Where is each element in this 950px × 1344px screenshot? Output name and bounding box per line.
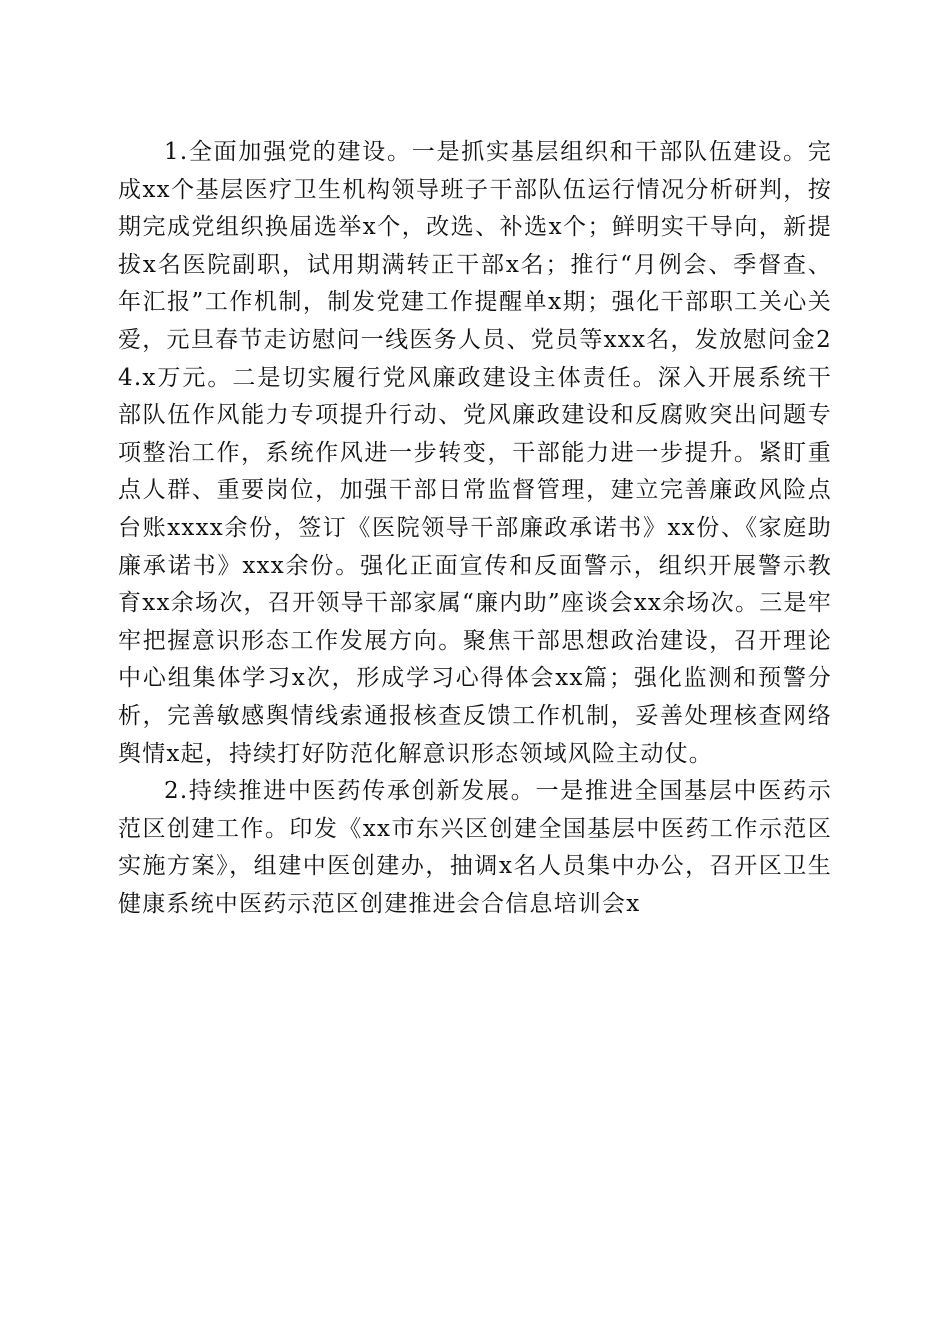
paragraph-tcm-development: 2.持续推进中医药传承创新发展。一是推进全国基层中医药示范区创建工作。印发《xx市东兴区创建全国基层中医药工作示范区实施方案》，组建中医创建办，抽调x名人员集中办公，召开区卫生健康系统中医药示范区创建推进会合信息培训会x — [118, 778, 832, 917]
document-body — [118, 134, 832, 923]
paragraph-party-building: 1.全面加强党的建设。一是抓实基层组织和干部队伍建设。完成xx个基层医疗卫生机构领导班子干部队伍运行情况分析研判，按期完成党组织换届选举x个，改选、补选x个；鲜明实干导向，新提拔x名医院副职，试用期满转正干部x名；推行“月例会、季督查、年汇报”工作机制，制发党建工作提醒单x期；强化干部职工关心关爱，元旦春节走访慰问一线医务人员、党员等xxx名，发放慰问金24.x万元。二是切实履行党风廉政建设主体责任。深入开展系统干部队伍作风能力专项提升行动、党风廉政建设和反腐败突出问题专项整治工作，系统作风进一步转变，干部能力进一步提升。紧盯重点人群、重要岗位，加强干部日常监督管理，建立完善廉政风险点台账xxxx余份，签订《医院领导干部廉政承诺书》xx份、《家庭助廉承诺书》xxx余份。强化正面宣传和反面警示，组织开展警示教育xx余场次，召开领导干部家属“廉内助”座谈会xx余场次。三是牢牢把握意识形态工作发展方向。聚焦干部思想政治建设，召开理论中心组集体学习x次，形成学习心得体会xx篇；强化监测和预警分析，完善敏感舆情线索通报核查反馈工作机制，妥善处理核查网络舆情x起，持续打好防范化解意识形态领域风险主动仗。 — [118, 139, 832, 767]
